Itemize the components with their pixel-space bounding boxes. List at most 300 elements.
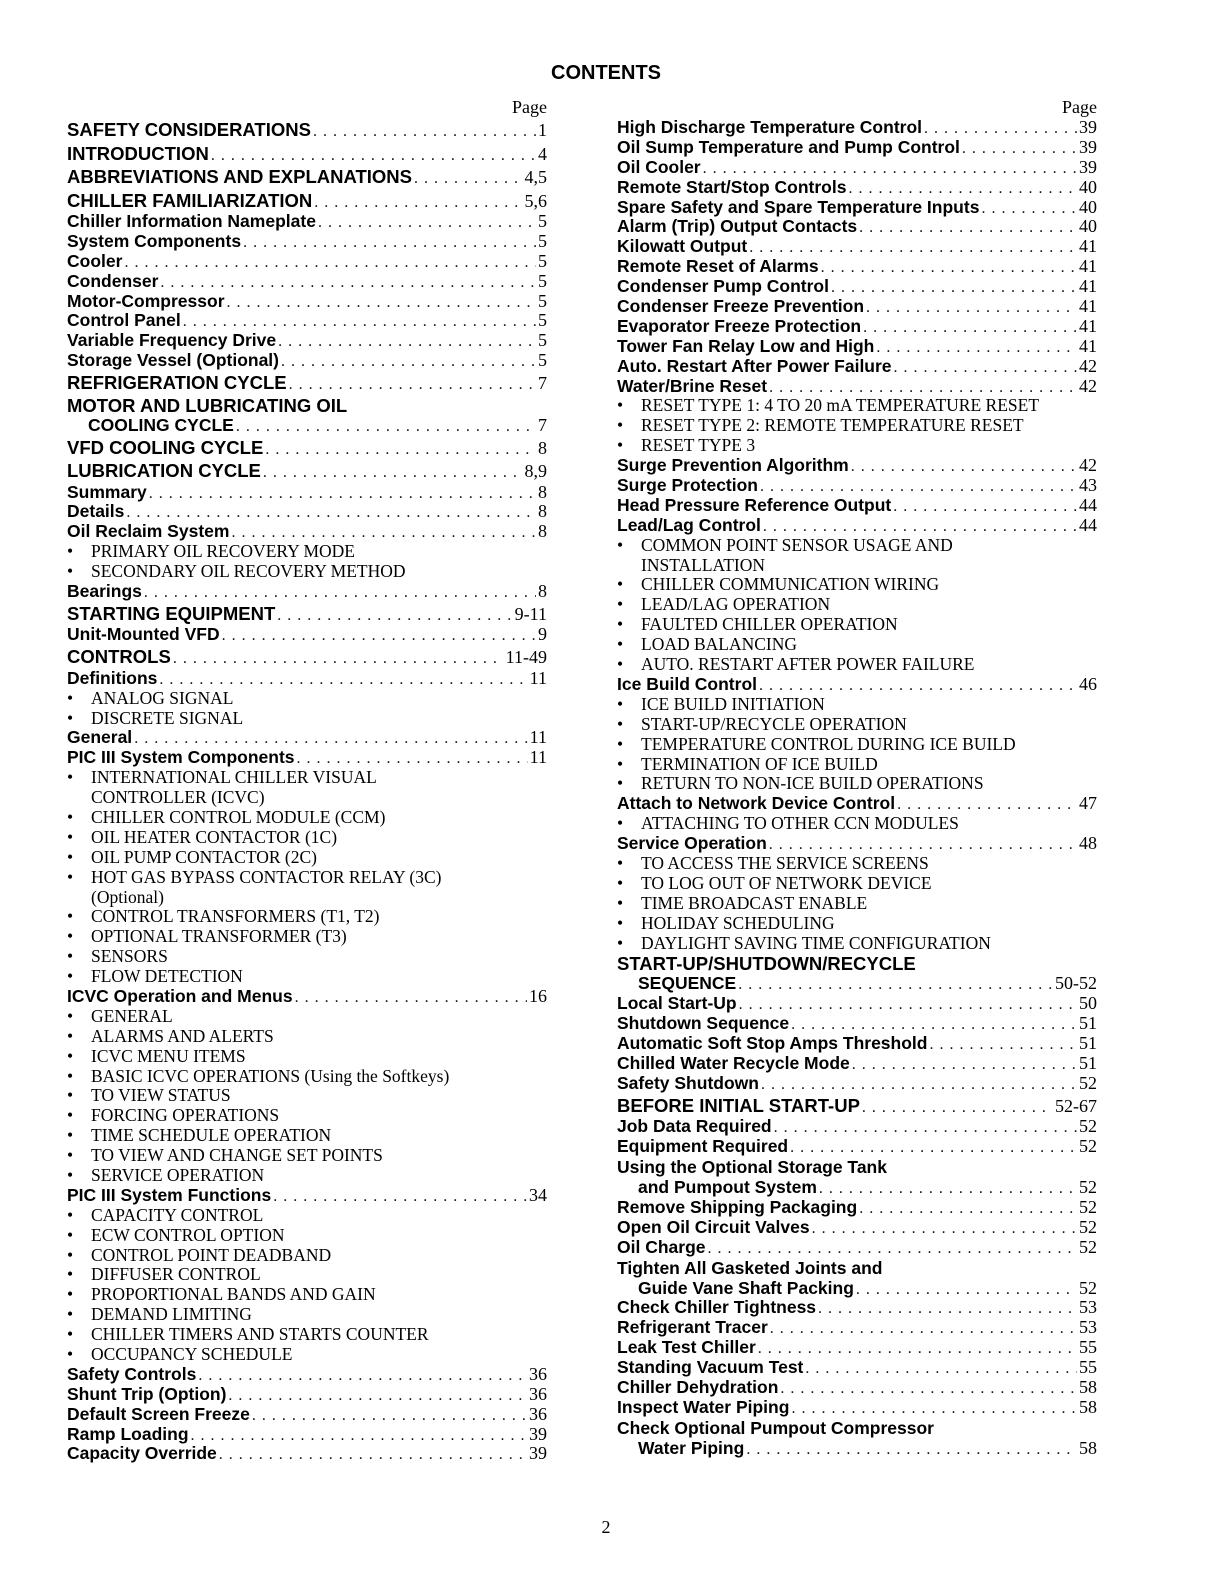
toc-bullet-text: CONTROL POINT DEADBAND — [91, 1244, 332, 1265]
dot-leader — [929, 1035, 1077, 1055]
toc-bullet-text: DAYLIGHT SAVING TIME CONFIGURATION — [641, 932, 991, 953]
toc-bullet-text: INSTALLATION — [641, 554, 765, 575]
toc-page-number: 40 — [1079, 216, 1097, 237]
bullet-icon: • — [67, 806, 74, 827]
toc-entry-title: COOLING CYCLE — [88, 414, 234, 435]
bullet-icon: • — [617, 534, 624, 555]
toc-entry — [67, 1405, 547, 1425]
toc-entry-title: Standing Vacuum Test — [617, 1357, 804, 1378]
toc-page-number: 5 — [538, 290, 547, 311]
dot-leader — [144, 583, 536, 603]
page-number: 2 — [601, 1517, 611, 1537]
toc-page-number: 52 — [1079, 1236, 1097, 1257]
dot-leader — [760, 477, 1077, 497]
toc-bullet-item — [617, 894, 1097, 914]
toc-page-number: 5 — [538, 270, 547, 291]
toc-entry-title: Remote Start/Stop Controls — [617, 176, 847, 197]
toc-entry — [617, 138, 1097, 158]
toc-page-number: 5 — [538, 350, 547, 371]
toc-bullet-text: INTERNATIONAL CHILLER VISUAL — [91, 767, 377, 788]
toc-entry — [617, 1218, 1097, 1238]
bullet-icon: • — [67, 866, 74, 887]
dot-leader — [852, 1055, 1077, 1075]
toc-entry-title: High Discharge Temperature Control — [617, 117, 923, 137]
toc-page-number: 58 — [1079, 1396, 1097, 1417]
toc-entry — [617, 1054, 1097, 1074]
dot-leader — [265, 438, 536, 462]
toc-bullet-text: CHILLER CONTROL MODULE (CCM) — [91, 806, 386, 827]
toc-page-number: 11 — [529, 667, 547, 688]
toc-entry-title: Definitions — [67, 667, 158, 688]
toc-entry-title: Chiller Dehydration — [617, 1377, 779, 1398]
toc-entry-title: Oil Cooler — [617, 156, 701, 177]
toc-entry-title: START-UP/SHUTDOWN/RECYCLE — [617, 953, 916, 975]
toc-page-number: 8 — [538, 580, 547, 601]
bullet-icon: • — [67, 1105, 74, 1126]
toc-bullet-item — [67, 768, 547, 788]
toc-bullet-text: HOT GAS BYPASS CONTACTOR RELAY (3C) — [91, 866, 442, 887]
bullet-icon: • — [617, 892, 624, 913]
dot-leader — [252, 1406, 527, 1426]
toc-bullet-text: OIL HEATER CONTACTOR (1C) — [91, 826, 338, 847]
toc-page-number: 47 — [1079, 793, 1097, 814]
bullet-icon: • — [617, 912, 624, 933]
toc-entry-title: Bearings — [67, 580, 142, 601]
toc-entry-title: Automatic Soft Stop Amps Threshold — [617, 1033, 928, 1054]
toc-bullet-text: OCCUPANCY SCHEDULE — [91, 1344, 293, 1365]
toc-entry-title: Refrigerant Tracer — [617, 1317, 768, 1338]
toc-entry — [617, 1157, 1097, 1178]
toc-bullet-text: TO VIEW AND CHANGE SET POINTS — [91, 1145, 383, 1166]
bullet-icon: • — [617, 852, 624, 873]
dot-leader — [819, 1179, 1077, 1199]
bullet-icon: • — [67, 1324, 74, 1345]
toc-bullet-text: ICVC MENU ITEMS — [91, 1045, 246, 1066]
dot-leader — [191, 1426, 527, 1446]
toc-bullet-text: TO ACCESS THE SERVICE SCREENS — [641, 852, 929, 873]
dot-leader — [228, 1386, 527, 1406]
bullet-icon: • — [617, 415, 624, 436]
toc-bullet-item — [617, 556, 1097, 576]
toc-bullet-item — [67, 562, 547, 582]
toc-bullet-text: CAPACITY CONTROL — [91, 1204, 264, 1225]
dot-leader — [198, 1366, 527, 1386]
toc-entry — [67, 1425, 547, 1445]
toc-entry-title: Chiller Information Nameplate — [67, 211, 316, 231]
toc-page-number: 5,6 — [524, 190, 547, 211]
toc-column-right — [617, 96, 1097, 1459]
dot-leader — [222, 626, 536, 646]
dot-leader — [962, 139, 1077, 159]
toc-page-number: 1 — [538, 120, 547, 140]
dot-leader — [738, 975, 1053, 995]
toc-entry — [617, 1117, 1097, 1137]
toc-entry — [617, 118, 1097, 138]
toc-entry — [617, 1137, 1097, 1157]
toc-section — [67, 189, 547, 213]
toc-entry-title: Tower Fan Relay Low and High — [617, 335, 875, 356]
page-column-label: Page — [512, 97, 547, 117]
dot-leader — [149, 484, 536, 504]
toc-bullet-text: FAULTED CHILLER OPERATION — [641, 614, 898, 635]
bullet-icon: • — [67, 926, 74, 947]
toc-entry-title: Default Screen Freeze — [67, 1403, 250, 1424]
bullet-icon: • — [67, 1244, 74, 1265]
dot-leader — [414, 167, 522, 191]
toc-entry-title: Check Chiller Tightness — [617, 1297, 817, 1318]
page-title: CONTENTS — [551, 62, 661, 84]
dot-leader — [160, 273, 536, 293]
toc-bullet-item — [67, 1067, 547, 1087]
bullet-icon: • — [67, 1165, 74, 1186]
toc-page-number: 41 — [1079, 276, 1097, 297]
toc-entry-title: REFRIGERATION CYCLE — [67, 372, 287, 394]
toc-page-number: 51 — [1079, 1013, 1097, 1034]
bullet-icon: • — [67, 1065, 74, 1086]
toc-bullet-item — [617, 396, 1097, 416]
toc-bullet-item — [67, 828, 547, 848]
toc-entry — [617, 1358, 1097, 1378]
toc-bullet-item — [67, 888, 547, 908]
toc-bullet-text: RESET TYPE 3 — [641, 435, 756, 456]
toc-entry — [617, 1418, 1097, 1439]
toc-page-number: 8 — [538, 501, 547, 522]
toc-page-number: 52 — [1079, 1116, 1097, 1137]
toc-bullet-text: RESET TYPE 2: REMOTE TEMPERATURE RESET — [641, 415, 1024, 436]
toc-entry-title: Oil Charge — [617, 1236, 706, 1257]
toc-entry-title: INTRODUCTION — [67, 142, 209, 164]
toc-page-number: 52 — [1079, 1177, 1097, 1198]
bullet-icon: • — [617, 693, 624, 714]
dot-leader — [703, 159, 1077, 179]
toc-bullet-text: CHILLER TIMERS AND STARTS COUNTER — [91, 1324, 429, 1345]
toc-entry-title: ICVC Operation and Menus — [67, 986, 293, 1006]
toc-bullet-text: FLOW DETECTION — [91, 966, 243, 987]
bullet-icon: • — [617, 813, 624, 834]
toc-page-number: 36 — [529, 1363, 547, 1384]
dot-leader — [124, 253, 536, 273]
bullet-icon: • — [617, 733, 624, 754]
toc-bullet-text: TO VIEW STATUS — [91, 1085, 231, 1106]
toc-bullet-item — [67, 542, 547, 562]
toc-entry — [617, 794, 1097, 814]
toc-entry — [617, 974, 1097, 994]
toc-bullet-item — [67, 1106, 547, 1126]
toc-bullet-text: BASIC ICVC OPERATIONS (Using the Softkeys) — [91, 1065, 450, 1086]
toc-bullet-text: SERVICE OPERATION — [91, 1165, 265, 1186]
toc-bullet-item — [67, 907, 547, 927]
toc-page-number: 46 — [1079, 673, 1097, 694]
toc-page-number: 53 — [1079, 1317, 1097, 1338]
dot-leader — [313, 120, 536, 144]
toc-page-number: 41 — [1079, 236, 1097, 257]
dot-leader — [831, 278, 1077, 298]
toc-bullet-item — [617, 695, 1097, 715]
toc-bullet-item — [67, 1166, 547, 1186]
toc-entry — [617, 1258, 1097, 1279]
toc-bullet-item — [617, 735, 1097, 755]
toc-bullet-text: ATTACHING TO OTHER CCN MODULES — [641, 813, 959, 834]
toc-entry-title: Storage Vessel (Optional) — [67, 350, 279, 371]
toc-entry — [67, 748, 547, 768]
toc-bullet-item — [617, 575, 1097, 595]
toc-page-number: 41 — [1079, 256, 1097, 277]
bullet-icon: • — [617, 713, 624, 734]
toc-page-number: 40 — [1079, 196, 1097, 217]
toc-page-number: 42 — [1079, 455, 1097, 476]
toc-entry — [617, 1074, 1097, 1094]
toc-entry — [617, 1198, 1097, 1218]
toc-entry-title: Evaporator Freeze Protection — [617, 315, 862, 336]
toc-entry — [617, 317, 1097, 337]
toc-page-number: 52-67 — [1055, 1095, 1097, 1116]
toc-entry-title: Job Data Required — [617, 1116, 772, 1137]
toc-section — [67, 645, 547, 669]
toc-page-number: 4,5 — [524, 167, 547, 187]
toc-entry-title: Variable Frequency Drive — [67, 330, 277, 351]
bullet-icon: • — [67, 906, 74, 927]
dot-leader — [770, 1319, 1077, 1339]
toc-bullet-item — [67, 1246, 547, 1266]
bullet-icon: • — [67, 707, 74, 728]
toc-bullet-item — [617, 536, 1097, 556]
toc-bullet-item — [617, 755, 1097, 775]
toc-entry — [67, 669, 547, 689]
toc-entry-title: Check Optional Pumpout Compressor — [617, 1417, 934, 1438]
toc-section — [617, 953, 1097, 974]
toc-entry-title: Condenser Pump Control — [617, 276, 829, 297]
toc-page-number: 39 — [529, 1423, 547, 1444]
toc-bullet-text: ECW CONTROL OPTION — [91, 1224, 285, 1245]
toc-entry — [617, 1238, 1097, 1258]
bullet-icon: • — [67, 1344, 74, 1365]
toc-entry-title: Local Start-Up — [617, 993, 737, 1014]
bullet-icon: • — [617, 753, 624, 774]
toc-bullet-text: LOAD BALANCING — [641, 634, 798, 655]
dot-leader — [859, 1199, 1077, 1219]
dot-leader — [227, 293, 536, 313]
toc-page-number: 7 — [538, 373, 547, 394]
toc-page-number: 52 — [1079, 1216, 1097, 1237]
toc-page-number: 41 — [1079, 296, 1097, 317]
toc-bullet-item — [67, 1027, 547, 1047]
bullet-icon: • — [67, 687, 74, 708]
toc-entry-title: Ice Build Control — [617, 673, 757, 694]
toc-page-number: 52 — [1079, 1196, 1097, 1217]
toc-entry-title: VFD COOLING CYCLE — [67, 436, 264, 458]
toc-bullet-text: CONTROLLER (ICVC) — [91, 787, 265, 808]
dot-leader — [981, 199, 1077, 219]
toc-page-number: 8 — [538, 437, 547, 458]
bullet-icon: • — [67, 1025, 74, 1046]
toc-page-number: 39 — [1079, 136, 1097, 157]
toc-bullet-item — [67, 1285, 547, 1305]
toc-entry-title: System Components — [67, 230, 242, 251]
toc-entry-title: Chilled Water Recycle Mode — [617, 1052, 850, 1073]
toc-entry — [67, 483, 547, 503]
bullet-icon: • — [67, 946, 74, 967]
dot-leader — [281, 352, 536, 372]
toc-bullet-item — [67, 1325, 547, 1345]
toc-page-number: 51 — [1079, 1052, 1097, 1073]
toc-entry — [617, 217, 1097, 237]
toc-entry-title: Alarm (Trip) Output Contacts — [617, 216, 858, 237]
dot-leader — [263, 461, 523, 485]
toc-bullet-text: CONTROL TRANSFORMERS (T1, T2) — [91, 906, 380, 927]
toc-bullet-item — [67, 1126, 547, 1146]
toc-bullet-text: START-UP/RECYCLE OPERATION — [641, 713, 907, 734]
toc-entry-title: MOTOR AND LUBRICATING OIL — [67, 394, 348, 416]
bullet-icon: • — [617, 634, 624, 655]
toc-entry-title: Tighten All Gasketed Joints and — [617, 1257, 883, 1278]
dot-leader — [774, 1118, 1077, 1138]
toc-entry-title: Head Pressure Reference Output — [617, 494, 892, 515]
toc-entry-title: Attach to Network Device Control — [617, 793, 896, 814]
dot-leader — [862, 1096, 1053, 1120]
dot-leader — [739, 995, 1077, 1015]
toc-bullet-item — [617, 635, 1097, 655]
toc-bullet-item — [67, 1007, 547, 1027]
toc-entry — [67, 311, 547, 331]
toc-page-number: 41 — [1079, 315, 1097, 336]
toc-bullet-item — [67, 808, 547, 828]
toc-page-number: 5 — [538, 250, 547, 271]
toc-page-number: 55 — [1079, 1337, 1097, 1358]
bullet-icon: • — [617, 395, 624, 416]
toc-bullet-item — [67, 947, 547, 967]
dot-leader — [791, 1399, 1077, 1419]
toc-entry — [617, 834, 1097, 854]
bullet-icon: • — [617, 614, 624, 635]
toc-page-number: 39 — [1079, 156, 1097, 177]
toc-entry-title: Water Piping — [638, 1437, 745, 1458]
toc-page-number: 5 — [538, 211, 547, 231]
toc-page-number: 39 — [529, 1443, 547, 1464]
dot-leader — [273, 1187, 527, 1207]
dot-leader — [924, 119, 1077, 139]
toc-entry — [617, 456, 1097, 476]
toc-page-number: 36 — [529, 1383, 547, 1404]
dot-leader — [173, 647, 504, 671]
toc-entry — [67, 1365, 547, 1385]
bullet-icon: • — [67, 1045, 74, 1066]
toc-entry — [617, 1378, 1097, 1398]
toc-entry — [617, 675, 1097, 695]
toc-entry-title: Guide Vane Shaft Packing — [638, 1277, 854, 1298]
dot-leader — [219, 1445, 527, 1465]
toc-entry-title: PIC III System Components — [67, 747, 295, 768]
toc-bullet-text: ICE BUILD INITIATION — [641, 693, 825, 714]
toc-page-number: 39 — [1079, 117, 1097, 137]
bullet-icon: • — [617, 872, 624, 893]
toc-page-number: 9-11 — [514, 603, 547, 624]
toc-entry — [67, 728, 547, 748]
toc-section — [67, 395, 547, 416]
toc-section — [617, 1094, 1097, 1118]
toc-entry-title: Water/Brine Reset — [617, 375, 768, 396]
dot-leader — [780, 1379, 1077, 1399]
toc-bullet-text: TO LOG OUT OF NETWORK DEVICE — [641, 872, 932, 893]
toc-section — [67, 371, 547, 395]
dot-leader — [863, 318, 1077, 338]
toc-page-number: 5 — [538, 230, 547, 251]
toc-entry — [617, 1398, 1097, 1418]
toc-bullet-text: OIL PUMP CONTACTOR (2C) — [91, 846, 317, 867]
toc-page-number: 16 — [529, 986, 547, 1006]
toc-entry — [617, 994, 1097, 1014]
toc-entry-title: Oil Reclaim System — [67, 521, 230, 542]
toc-page-number: 50 — [1079, 993, 1097, 1014]
bullet-icon: • — [617, 574, 624, 595]
toc-page-number: 44 — [1079, 494, 1097, 515]
dot-leader — [859, 218, 1077, 238]
toc-section — [67, 165, 547, 189]
toc-entry — [67, 625, 547, 645]
toc-section — [67, 142, 547, 166]
toc-page-number: 42 — [1079, 355, 1097, 376]
toc-bullet-text: TEMPERATURE CONTROL DURING ICE BUILD — [641, 733, 1016, 754]
toc-page-number: 43 — [1079, 475, 1097, 496]
toc-bullet-item — [67, 848, 547, 868]
toc-section — [67, 602, 547, 626]
toc-entry-title: STARTING EQUIPMENT — [67, 602, 276, 624]
toc-bullet-item — [67, 1206, 547, 1226]
dot-leader — [211, 144, 536, 168]
toc-bullet-item — [617, 934, 1097, 954]
toc-page-number: 52 — [1079, 1277, 1097, 1298]
toc-entry-title: Remove Shipping Packaging — [617, 1196, 858, 1217]
toc-entry-title: Inspect Water Piping — [617, 1396, 790, 1417]
toc-entry-title: Safety Shutdown — [617, 1072, 759, 1093]
bullet-icon: • — [67, 1005, 74, 1026]
bullet-icon: • — [617, 773, 624, 794]
toc-bullet-item — [617, 715, 1097, 735]
toc-page-number: 11 — [529, 727, 547, 748]
toc-entry-title: Capacity Override — [67, 1443, 217, 1464]
toc-entry — [67, 1385, 547, 1405]
toc-entry-title: Surge Protection — [617, 475, 758, 496]
toc-page-number: 40 — [1079, 176, 1097, 197]
toc-entry — [67, 522, 547, 542]
toc-page-number: 51 — [1079, 1033, 1097, 1054]
toc-bullet-item — [67, 1345, 547, 1365]
toc-entry — [617, 476, 1097, 496]
bullet-icon: • — [617, 654, 624, 675]
bullet-icon: • — [67, 1304, 74, 1325]
bullet-icon: • — [617, 594, 624, 615]
dot-leader — [758, 1339, 1077, 1359]
toc-bullet-item — [67, 927, 547, 947]
toc-page-number: 11-49 — [505, 647, 547, 668]
toc-entry — [617, 1318, 1097, 1338]
toc-bullet-item — [67, 868, 547, 888]
toc-entry-title: Kilowatt Output — [617, 236, 748, 257]
toc-column-left — [67, 96, 547, 1464]
toc-entry — [617, 1279, 1097, 1299]
toc-page-number: 34 — [529, 1184, 547, 1205]
toc-entry-title: Condenser — [67, 270, 159, 291]
dot-leader — [295, 988, 527, 1008]
toc-entry — [617, 1439, 1097, 1459]
toc-entry-title: Surge Prevention Algorithm — [617, 455, 849, 476]
toc-entry-title: Remote Reset of Alarms — [617, 256, 819, 277]
toc-entry — [617, 1338, 1097, 1358]
dot-leader — [746, 1440, 1077, 1460]
toc-entry-title: Cooler — [67, 250, 123, 271]
toc-entry — [67, 272, 547, 292]
bullet-icon: • — [67, 561, 74, 582]
toc-page-number: 44 — [1079, 514, 1097, 535]
